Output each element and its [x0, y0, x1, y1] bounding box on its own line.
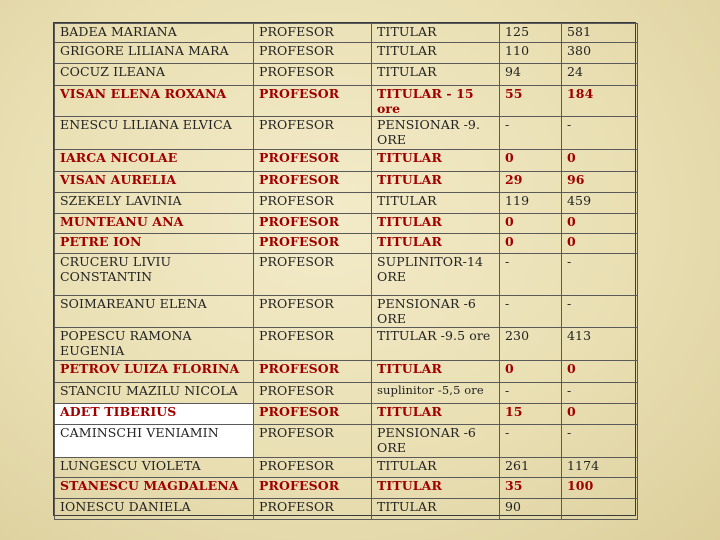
value-1-cell: - [500, 296, 562, 328]
status-cell: TITULAR [372, 193, 500, 214]
teacher-name-cell: IARCA NICOLAE [55, 150, 254, 172]
teacher-name-cell: MUNTEANU ANA [55, 214, 254, 234]
role-cell: PROFESOR [254, 254, 372, 296]
value-1-cell: 119 [500, 193, 562, 214]
table-row [55, 43, 638, 64]
status-cell: TITULAR [372, 24, 500, 43]
table-row [55, 86, 638, 117]
role-cell: PROFESOR [254, 478, 372, 499]
teacher-name-cell: STANESCU MAGDALENA [55, 478, 254, 499]
status-cell: TITULAR -9.5 ore [372, 328, 500, 361]
value-2-cell: 0 [562, 234, 638, 254]
teacher-name-cell: VISAN AURELIA [55, 172, 254, 193]
table-row [55, 425, 638, 458]
status-cell: TITULAR - 15 ore [372, 86, 500, 117]
table-row [55, 24, 638, 43]
table-row [55, 383, 638, 404]
status-cell: PENSIONAR -6 ORE [372, 296, 500, 328]
value-1-cell: - [500, 425, 562, 458]
teacher-name-cell: ADET TIBERIUS [55, 404, 254, 425]
value-1-cell: 0 [500, 214, 562, 234]
value-1-cell: 230 [500, 328, 562, 361]
teacher-name-cell: CRUCERU LIVIU CONSTANTIN [55, 254, 254, 296]
role-cell: PROFESOR [254, 234, 372, 254]
status-cell: TITULAR [372, 214, 500, 234]
status-cell: TITULAR [372, 172, 500, 193]
teacher-name-cell: ENESCU LILIANA ELVICA [55, 117, 254, 150]
role-cell: PROFESOR [254, 86, 372, 117]
status-cell: TITULAR [372, 458, 500, 478]
role-cell: PROFESOR [254, 383, 372, 404]
table-row [55, 214, 638, 234]
value-1-cell: 0 [500, 150, 562, 172]
role-cell: PROFESOR [254, 214, 372, 234]
role-cell: PROFESOR [254, 296, 372, 328]
value-1-cell: 0 [500, 234, 562, 254]
value-2-cell: 1174 [562, 458, 638, 478]
status-cell: TITULAR [372, 43, 500, 64]
value-2-cell: 0 [562, 150, 638, 172]
staff-table [54, 23, 638, 520]
status-cell: suplinitor -5,5 ore [372, 383, 500, 404]
value-2-cell: 96 [562, 172, 638, 193]
value-2-cell: 184 [562, 86, 638, 117]
teacher-name-cell: BADEA MARIANA [55, 24, 254, 43]
role-cell: PROFESOR [254, 43, 372, 64]
teacher-name-cell: LUNGESCU VIOLETA [55, 458, 254, 478]
value-1-cell: 125 [500, 24, 562, 43]
teacher-name-cell: STANCIU MAZILU NICOLA [55, 383, 254, 404]
role-cell: PROFESOR [254, 64, 372, 86]
role-cell: PROFESOR [254, 193, 372, 214]
value-2-cell: 413 [562, 328, 638, 361]
value-2-cell: 0 [562, 404, 638, 425]
teacher-name-cell: GRIGORE LILIANA MARA [55, 43, 254, 64]
status-cell: TITULAR [372, 234, 500, 254]
table-row [55, 499, 638, 520]
value-1-cell: 35 [500, 478, 562, 499]
role-cell: PROFESOR [254, 499, 372, 520]
value-1-cell: 0 [500, 361, 562, 383]
value-2-cell: 459 [562, 193, 638, 214]
status-cell: SUPLINITOR-14 ORE [372, 254, 500, 296]
value-2-cell: - [562, 425, 638, 458]
teacher-name-cell: COCUZ ILEANA [55, 64, 254, 86]
value-1-cell: - [500, 117, 562, 150]
table-row [55, 296, 638, 328]
value-1-cell: 90 [500, 499, 562, 520]
teacher-name-cell: PETRE ION [55, 234, 254, 254]
status-cell: TITULAR [372, 64, 500, 86]
teacher-name-cell: SZEKELY LAVINIA [55, 193, 254, 214]
table-row [55, 404, 638, 425]
table-row [55, 193, 638, 214]
value-2-cell [562, 499, 638, 520]
role-cell: PROFESOR [254, 425, 372, 458]
teacher-name-cell: IONESCU DANIELA [55, 499, 254, 520]
value-2-cell: 0 [562, 361, 638, 383]
table-row [55, 234, 638, 254]
value-1-cell: 110 [500, 43, 562, 64]
role-cell: PROFESOR [254, 117, 372, 150]
role-cell: PROFESOR [254, 150, 372, 172]
role-cell: PROFESOR [254, 328, 372, 361]
teacher-name-cell: VISAN ELENA ROXANA [55, 86, 254, 117]
status-cell: TITULAR [372, 499, 500, 520]
value-1-cell: 15 [500, 404, 562, 425]
status-cell: PENSIONAR -9. ORE [372, 117, 500, 150]
table-row [55, 150, 638, 172]
value-2-cell: - [562, 117, 638, 150]
status-cell: TITULAR [372, 478, 500, 499]
table-row [55, 478, 638, 499]
table-row [55, 172, 638, 193]
value-2-cell: 100 [562, 478, 638, 499]
staff-table-container [53, 22, 636, 516]
table-row [55, 458, 638, 478]
value-2-cell: - [562, 296, 638, 328]
status-cell: TITULAR [372, 150, 500, 172]
value-2-cell: 24 [562, 64, 638, 86]
value-1-cell: 55 [500, 86, 562, 117]
role-cell: PROFESOR [254, 458, 372, 478]
status-cell: PENSIONAR -6 ORE [372, 425, 500, 458]
value-2-cell: 380 [562, 43, 638, 64]
teacher-name-cell: CAMINSCHI VENIAMIN [55, 425, 254, 458]
table-row [55, 117, 638, 150]
role-cell: PROFESOR [254, 361, 372, 383]
value-2-cell: - [562, 383, 638, 404]
status-cell: TITULAR [372, 361, 500, 383]
teacher-name-cell: POPESCU RAMONA EUGENIA [55, 328, 254, 361]
role-cell: PROFESOR [254, 24, 372, 43]
value-1-cell: - [500, 383, 562, 404]
table-row [55, 64, 638, 86]
value-1-cell: - [500, 254, 562, 296]
role-cell: PROFESOR [254, 172, 372, 193]
teacher-name-cell: PETROV LUIZA FLORINA [55, 361, 254, 383]
value-2-cell: - [562, 254, 638, 296]
value-1-cell: 94 [500, 64, 562, 86]
role-cell: PROFESOR [254, 404, 372, 425]
table-row [55, 361, 638, 383]
table-row [55, 254, 638, 296]
table-row [55, 328, 638, 361]
value-1-cell: 29 [500, 172, 562, 193]
teacher-name-cell: SOIMAREANU ELENA [55, 296, 254, 328]
value-2-cell: 0 [562, 214, 638, 234]
status-cell: TITULAR [372, 404, 500, 425]
staff-table-body [55, 24, 638, 520]
value-2-cell: 581 [562, 24, 638, 43]
value-1-cell: 261 [500, 458, 562, 478]
